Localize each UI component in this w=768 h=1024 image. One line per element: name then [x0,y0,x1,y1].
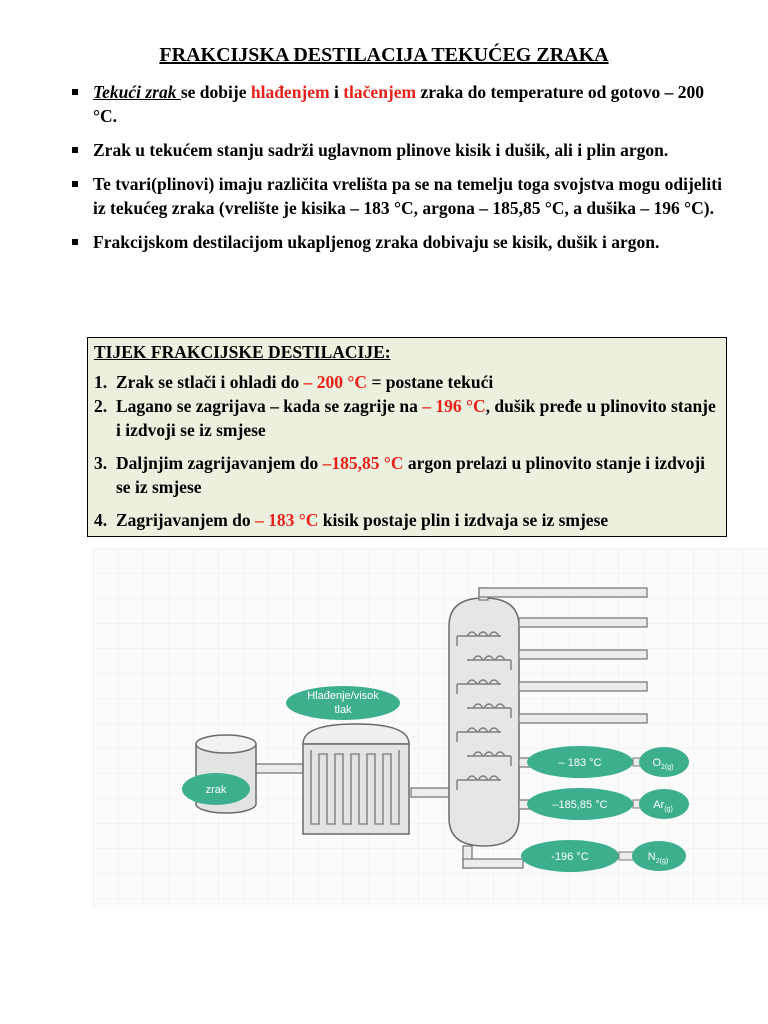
output-temp: -196 °C [551,851,589,863]
step-text: Daljnjim zagrijavanjem do [116,453,323,473]
step-text: Zagrijavanjem do [116,510,256,530]
output-temp: –185,85 °C [552,799,608,811]
bullet-marker [72,239,78,245]
diagram-svg [93,548,768,908]
term-liquid-air: Tekući zrak [93,82,181,102]
output-gas: $N_{2(g)}$ [647,851,669,865]
process-step [94,394,720,442]
cooling-label-line2: tlak [334,704,352,716]
label-cooling [286,686,400,720]
bullet-text: i [329,82,344,102]
label-air [182,773,250,805]
process-box [87,337,727,537]
step-text: Lagano se zagrijava – kada se zagrije na [116,396,423,416]
bullet-text: Zrak u tekućem stanju sadrži uglavnom plinove kisik i dušik, ali i plin argon. [93,140,669,160]
step-temperature: – 183 °C [255,510,319,530]
cooling-unit [303,724,409,834]
bullet-text: Frakcijskom destilacijom ukapljenog zraka dobivaju se kisik, dušik i argon. [93,232,660,252]
output-gas: $Ar_{(g)}$ [653,799,673,813]
bullet-marker [72,89,78,95]
output-temp: – 183 °C [558,757,602,769]
cooling-label-line1: Hlađenje/visok [307,690,379,702]
bullet-marker [72,181,78,187]
step-temperature: – 196 °C [422,396,486,416]
distillation-column [449,598,523,868]
step-text: argon prelazi u plinovito stanje i izdvoji se iz smjese [116,453,706,497]
bullet-marker [72,147,78,153]
step-text: Zrak se stlači i ohladi do [116,372,304,392]
page-title: FRAKCIJSKA DESTILACIJA TEKUĆEG ZRAKA [159,44,609,66]
bullet-list [70,80,730,264]
process-title: TIJEK FRAKCIJSKE DESTILACIJE: [94,342,391,362]
step-number: 1. [94,372,108,392]
distillation-diagram [93,548,768,908]
air-label: zrak [205,784,227,796]
keyword-cooling: hlađenjem [250,82,330,102]
step-number: 4. [94,510,108,530]
output-argon [527,788,689,820]
keyword-compression: tlačenjem [343,82,417,102]
process-step [94,508,720,532]
step-temperature: – 200 °C [303,372,368,392]
step-number: 3. [94,453,108,473]
step-number: 2. [94,396,108,416]
output-nitrogen [521,840,686,872]
bullet-item [70,138,730,162]
output-gas: $O_{2(g)}$ [652,757,674,771]
output-oxygen [527,746,689,778]
bullet-text: zraka do temperature od gotovo – 200 °C. [93,82,705,126]
step-text: = postane tekući [367,372,494,392]
bullet-text: Te tvari(plinovi) imaju različita vrelišta pa se na temelju toga svojstva mogu odijeliti iz tekućeg zraka (vrelište je kisika – 183 °C, argona – 185,85 °C, a dušika – 196 °C). [93,174,722,218]
process-step [94,451,720,499]
step-text: kisik postaje plin i izdvaja se iz smjese [318,510,609,530]
bullet-item [70,80,730,128]
process-steps [94,370,720,532]
step-text: , dušik pređe u plinovito stanje i izdvoji se iz smjese [116,396,716,440]
step-temperature: –185,85 °C [322,453,404,473]
process-step [94,370,720,394]
bullet-item [70,172,730,220]
bullet-item [70,230,730,254]
bullet-text: se dobije [180,82,251,102]
